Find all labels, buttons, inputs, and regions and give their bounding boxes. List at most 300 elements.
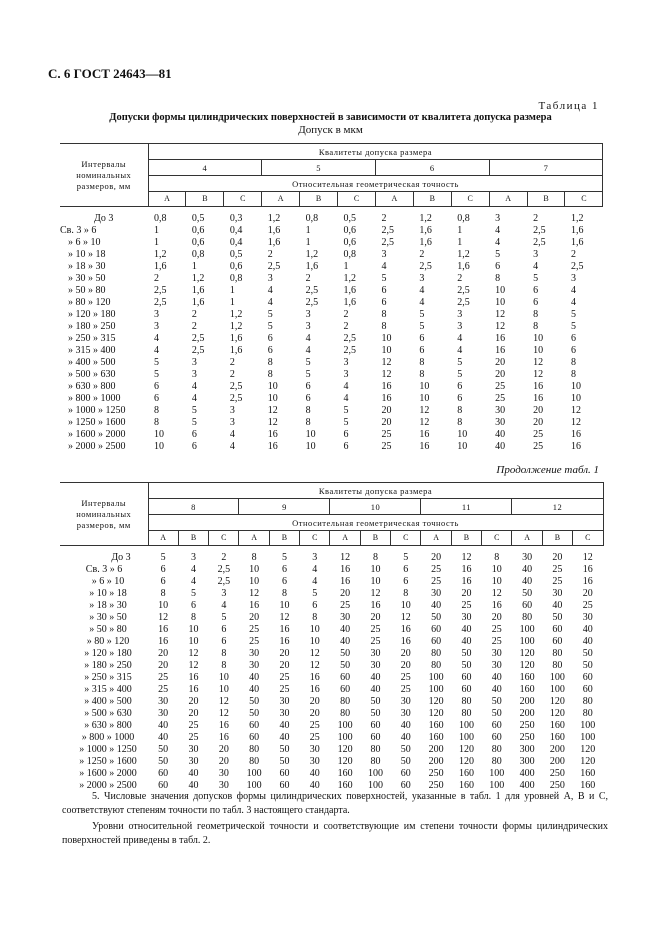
cell-value: 0,6 (229, 261, 243, 272)
row-label (60, 441, 148, 453)
cell-value: 2,5 (381, 225, 394, 236)
cell-value: 6 (457, 381, 463, 392)
cell-value: 25 (370, 636, 381, 647)
cell-value: 40 (158, 720, 169, 731)
cell-value: 16 (158, 624, 169, 635)
cell-value: 16 (267, 429, 278, 440)
cell-value: 10 (419, 381, 430, 392)
cell-value: 10 (218, 672, 229, 683)
cell-value: 25 (158, 684, 169, 695)
cell-value: 16 (249, 600, 260, 611)
table-row (60, 213, 603, 225)
cell-value: 16 (400, 624, 411, 635)
row-label-text: » 400 » 500 (68, 357, 116, 368)
row-label (60, 273, 148, 285)
cell-value: 30 (309, 744, 320, 755)
cell-value: 100 (428, 684, 444, 695)
cell-value: 60 (582, 684, 593, 695)
cell-value: 80 (340, 696, 351, 707)
cell-value: 12 (419, 405, 430, 416)
cell-value: 0,8 (191, 249, 205, 260)
table-row (60, 225, 603, 237)
cell-value: 8 (267, 369, 273, 380)
row-label (60, 720, 148, 732)
table-row (60, 297, 603, 309)
cell-value: 120 (428, 708, 444, 719)
cell-value: 12 (570, 417, 581, 428)
cell-value: 2,5 (533, 225, 546, 236)
cell-value: 30 (158, 696, 169, 707)
row-label-text: » 120 » 180 (84, 648, 132, 659)
cell-value: 120 (337, 756, 353, 767)
cell-value: 1,6 (267, 237, 281, 248)
cell-value: 20 (431, 552, 442, 563)
cell-value: 20 (249, 612, 260, 623)
level-header: В (542, 531, 572, 546)
cell-value: 6 (533, 297, 539, 308)
cell-value: 60 (279, 768, 290, 779)
table-row (60, 756, 603, 768)
quality-number: 10 (330, 499, 421, 515)
cell-value: 80 (552, 648, 563, 659)
cell-value: 30 (279, 708, 290, 719)
cell-value: 16 (279, 636, 290, 647)
cell-value: 25 (431, 576, 442, 587)
row-label (60, 309, 148, 321)
row-label (60, 576, 148, 588)
cell-value: 1 (305, 237, 311, 248)
table-row (60, 285, 603, 297)
cell-value: 2 (343, 309, 349, 320)
cell-value: 6 (343, 429, 349, 440)
row-label (60, 564, 148, 576)
row-label (60, 648, 148, 660)
cell-value: 2 (221, 552, 227, 563)
cell-value: 25 (381, 441, 392, 452)
row-label-text: » 50 » 80 (89, 624, 127, 635)
cell-value: 80 (552, 660, 563, 671)
cell-value: 4 (229, 441, 235, 452)
cell-value: 120 (337, 744, 353, 755)
cell-value: 8 (305, 405, 311, 416)
cell-value: 100 (489, 780, 505, 791)
cell-value: 0,3 (229, 213, 243, 224)
cell-value: 12 (158, 612, 169, 623)
cell-value: 3 (191, 357, 197, 368)
cell-value: 20 (218, 756, 229, 767)
cell-value: 25 (400, 684, 411, 695)
cell-value: 40 (188, 780, 199, 791)
cell-value: 50 (370, 696, 381, 707)
cell-value: 30 (370, 648, 381, 659)
cell-value: 6 (221, 636, 227, 647)
cell-value: 50 (249, 696, 260, 707)
cell-value: 50 (340, 660, 351, 671)
cell-value: 10 (495, 297, 506, 308)
cell-value: 160 (549, 732, 565, 743)
cell-value: 40 (495, 429, 506, 440)
cell-value: 40 (491, 672, 502, 683)
cell-value: 10 (457, 429, 468, 440)
cell-value: 2,5 (381, 237, 394, 248)
row-label-text: » 120 » 180 (68, 309, 116, 320)
cell-value: 100 (580, 720, 596, 731)
cell-value: 40 (461, 636, 472, 647)
cell-value: 0,4 (229, 225, 243, 236)
cell-value: 40 (249, 672, 260, 683)
table-row (60, 624, 603, 636)
cell-value: 30 (491, 648, 502, 659)
cell-value: 40 (400, 732, 411, 743)
level-header: В (451, 531, 481, 546)
cell-value: 3 (343, 357, 349, 368)
cell-value: 16 (495, 345, 506, 356)
cell-value: 16 (340, 576, 351, 587)
cell-value: 10 (267, 393, 278, 404)
cell-value: 10 (305, 441, 316, 452)
cell-value: 100 (549, 672, 565, 683)
cell-value: 60 (522, 600, 533, 611)
cell-value: 5 (457, 369, 463, 380)
cell-value: 80 (522, 612, 533, 623)
cell-value: 16 (419, 429, 430, 440)
continuation-label: Продолжение табл. 1 (496, 464, 599, 476)
cell-value: 400 (519, 768, 535, 779)
cell-value: 50 (582, 660, 593, 671)
cell-value: 60 (158, 768, 169, 779)
cell-value: 2 (381, 213, 387, 224)
cell-value: 200 (549, 756, 565, 767)
cell-value: 120 (458, 756, 474, 767)
cell-value: 5 (191, 417, 197, 428)
cell-value: 2,5 (229, 381, 243, 392)
cell-value: 40 (188, 768, 199, 779)
cell-value: 5 (419, 309, 425, 320)
cell-value: 2,5 (154, 285, 167, 296)
cell-value: 8 (495, 273, 501, 284)
cell-value: 100 (458, 732, 474, 743)
cell-value: 16 (570, 441, 581, 452)
cell-value: 60 (491, 720, 502, 731)
cell-value: 10 (188, 636, 199, 647)
qualities-header: Квалитеты допуска размера (148, 144, 603, 160)
level-header: А (148, 192, 186, 207)
cell-value: 20 (533, 417, 544, 428)
cell-value: 30 (218, 780, 229, 791)
cell-value: 8 (312, 612, 318, 623)
cell-value: 30 (495, 405, 506, 416)
cell-value: 160 (580, 780, 596, 791)
cell-value: 16 (570, 429, 581, 440)
cell-value: 16 (419, 441, 430, 452)
cell-value: 4 (305, 333, 311, 344)
row-label (60, 588, 148, 600)
row-label (60, 333, 148, 345)
cell-value: 12 (495, 321, 506, 332)
cell-value: 8 (381, 321, 387, 332)
row-label-text: » 30 » 50 (89, 612, 127, 623)
cell-value: 40 (400, 720, 411, 731)
row-label (60, 708, 148, 720)
cell-value: 3 (154, 321, 159, 332)
cell-value: 3 (381, 249, 387, 260)
cell-value: 25 (495, 393, 506, 404)
table-label: Таблица 1 (538, 100, 599, 112)
quality-number: 8 (148, 499, 239, 515)
cell-value: 0,5 (191, 213, 205, 224)
table-row (60, 612, 603, 624)
cell-value: 4 (190, 576, 196, 587)
cell-value: 30 (495, 417, 506, 428)
table-row (60, 237, 603, 249)
row-label-text: » 2000 » 2500 (68, 441, 126, 452)
row-label (60, 237, 148, 249)
cell-value: 20 (188, 696, 199, 707)
cell-value: 6 (381, 297, 387, 308)
cell-value: 12 (400, 612, 411, 623)
cell-value: 200 (428, 756, 444, 767)
row-label-text: » 800 » 1000 (81, 732, 135, 743)
cell-value: 0,6 (343, 237, 357, 248)
cell-value: 40 (431, 600, 442, 611)
cell-value: 50 (461, 648, 472, 659)
cell-value: 3 (229, 405, 235, 416)
cell-value: 10 (491, 576, 502, 587)
cell-value: 25 (431, 564, 442, 575)
cell-value: 40 (249, 684, 260, 695)
cell-value: 5 (160, 552, 166, 563)
table-row (60, 648, 603, 660)
cell-value: 30 (400, 708, 411, 719)
level-header: С (565, 192, 603, 207)
header-row-qualities (60, 144, 603, 160)
cell-value: 80 (249, 756, 260, 767)
cell-value: 120 (458, 744, 474, 755)
cell-value: 40 (309, 768, 320, 779)
quality-number: 9 (239, 499, 330, 515)
cell-value: 6 (570, 333, 576, 344)
table-row (60, 720, 603, 732)
cell-value: 100 (246, 768, 262, 779)
cell-value: 4 (343, 393, 349, 404)
cell-value: 60 (249, 732, 260, 743)
table-row (60, 381, 603, 393)
row-label (60, 624, 148, 636)
cell-value: 4 (419, 297, 425, 308)
cell-value: 2,5 (191, 345, 205, 356)
row-label-text: » 500 » 630 (68, 369, 116, 380)
cell-value: 10 (419, 393, 430, 404)
cell-value: 5 (457, 357, 463, 368)
cell-value: 4 (570, 297, 576, 308)
table-row (60, 333, 603, 345)
cell-value: 30 (582, 612, 593, 623)
cell-value: 0,6 (343, 225, 357, 236)
cell-value: 6 (281, 576, 287, 587)
row-label-text: » 315 » 400 (68, 345, 116, 356)
cell-value: 2,5 (305, 285, 319, 296)
level-header: А (375, 192, 413, 207)
cell-value: 3 (191, 369, 197, 380)
cell-value: 25 (461, 600, 472, 611)
cell-value: 1 (343, 261, 349, 272)
cell-value: 12 (570, 405, 581, 416)
cell-value: 60 (400, 780, 411, 791)
cell-value: 2,5 (570, 261, 584, 272)
cell-value: 60 (249, 720, 260, 731)
row-label (60, 297, 148, 309)
table-row (60, 660, 603, 672)
table-row (60, 393, 603, 405)
cell-value: 25 (533, 441, 544, 452)
cell-value: 60 (461, 672, 472, 683)
cell-value: 10 (154, 441, 164, 452)
cell-value: 6 (457, 393, 463, 404)
cell-value: 10 (188, 624, 199, 635)
cell-value: 2 (191, 321, 197, 332)
cell-value: 8 (457, 405, 463, 416)
cell-value: 100 (246, 780, 262, 791)
cell-value: 10 (381, 333, 392, 344)
level-header: А (489, 192, 527, 207)
cell-value: 160 (580, 768, 596, 779)
cell-value: 120 (428, 696, 444, 707)
cell-value: 20 (158, 648, 169, 659)
cell-value: 25 (249, 636, 260, 647)
level-header: В (360, 531, 390, 546)
row-label-text: » 80 » 120 (68, 297, 111, 308)
cell-value: 8 (533, 309, 539, 320)
row-label (60, 636, 148, 648)
cell-value: 40 (582, 624, 593, 635)
cell-value: 12 (533, 357, 544, 368)
cell-value: 25 (495, 381, 506, 392)
cell-value: 80 (582, 708, 593, 719)
cell-value: 16 (582, 564, 593, 575)
cell-value: 20 (495, 369, 506, 380)
cell-value: 50 (249, 708, 260, 719)
table-row (60, 744, 603, 756)
row-label (60, 249, 148, 261)
cell-value: 30 (249, 660, 260, 671)
cell-value: 30 (522, 552, 533, 563)
cell-value: 10 (491, 564, 502, 575)
cell-value: 100 (428, 672, 444, 683)
cell-value: 25 (309, 720, 320, 731)
cell-value: 160 (519, 672, 535, 683)
cell-value: 1,2 (229, 309, 243, 320)
row-label-text: » 6 » 10 (68, 237, 101, 248)
row-label (60, 732, 148, 744)
cell-value: 160 (519, 684, 535, 695)
cell-value: 20 (381, 417, 392, 428)
cell-value: 3 (267, 273, 273, 284)
cell-value: 10 (279, 600, 290, 611)
cell-value: 8 (533, 321, 539, 332)
cell-value: 8 (267, 357, 273, 368)
cell-value: 1 (229, 297, 235, 308)
cell-value: 6 (403, 576, 409, 587)
cell-value: 1,2 (305, 249, 319, 260)
cell-value: 5 (495, 249, 501, 260)
cell-value: 30 (309, 756, 320, 767)
cell-value: 2,5 (191, 333, 205, 344)
row-label (60, 552, 148, 564)
cell-value: 50 (158, 744, 169, 755)
cell-value: 2,5 (229, 393, 243, 404)
cell-value: 50 (522, 588, 533, 599)
cell-value: 100 (519, 636, 535, 647)
level-header: С (338, 192, 376, 207)
cell-value: 60 (340, 672, 351, 683)
cell-value: 25 (158, 672, 169, 683)
table-row (60, 636, 603, 648)
cell-value: 5 (305, 369, 311, 380)
cell-value: 6 (495, 261, 501, 272)
row-label-text: » 1000 » 1250 (68, 405, 126, 416)
cell-value: 30 (279, 696, 290, 707)
cell-value: 6 (190, 600, 196, 611)
row-label (60, 381, 148, 393)
cell-value: 25 (552, 576, 563, 587)
cell-value: 2 (343, 321, 349, 332)
cell-value: 1 (305, 225, 311, 236)
cell-value: 20 (279, 648, 290, 659)
level-header: С (482, 531, 512, 546)
cell-value: 50 (340, 648, 351, 659)
cell-value: 20 (582, 588, 593, 599)
row-label-text: » 1250 » 1600 (68, 417, 126, 428)
cell-value: 6 (403, 564, 409, 575)
quality-number: 12 (512, 499, 603, 515)
row-label-text: » 6 » 10 (91, 576, 125, 587)
cell-value: 8 (419, 357, 425, 368)
cell-value: 30 (431, 588, 442, 599)
cell-value: 2 (191, 309, 197, 320)
tolerance-table-1 (60, 143, 603, 453)
quality-number: 7 (489, 160, 603, 176)
cell-value: 1,6 (570, 237, 584, 248)
cell-value: 20 (279, 660, 290, 671)
cell-value: 2 (570, 249, 576, 260)
cell-value: 4 (312, 564, 318, 575)
cell-value: 25 (279, 672, 290, 683)
cell-value: 1,2 (154, 249, 167, 260)
cell-value: 8 (221, 648, 227, 659)
cell-value: 120 (549, 696, 565, 707)
cell-value: 16 (461, 576, 472, 587)
cell-value: 12 (309, 648, 320, 659)
relative-accuracy-header: Относительная геометрическая точность (148, 515, 603, 531)
cell-value: 1,2 (419, 213, 432, 224)
row-label-text: » 250 » 315 (68, 333, 116, 344)
row-label-text: Св. 3 » 6 (60, 225, 97, 236)
cell-value: 40 (582, 636, 593, 647)
level-header: В (300, 192, 338, 207)
cell-value: 30 (249, 648, 260, 659)
cell-value: 12 (218, 696, 229, 707)
cell-value: 20 (340, 588, 351, 599)
row-label-text: » 10 » 18 (68, 249, 106, 260)
cell-value: 160 (428, 720, 444, 731)
cell-value: 2 (457, 273, 463, 284)
cell-value: 40 (495, 441, 506, 452)
cell-value: 20 (309, 708, 320, 719)
cell-value: 40 (279, 720, 290, 731)
cell-value: 60 (279, 780, 290, 791)
row-label-text: » 80 » 120 (86, 636, 130, 647)
table-row (60, 345, 603, 357)
